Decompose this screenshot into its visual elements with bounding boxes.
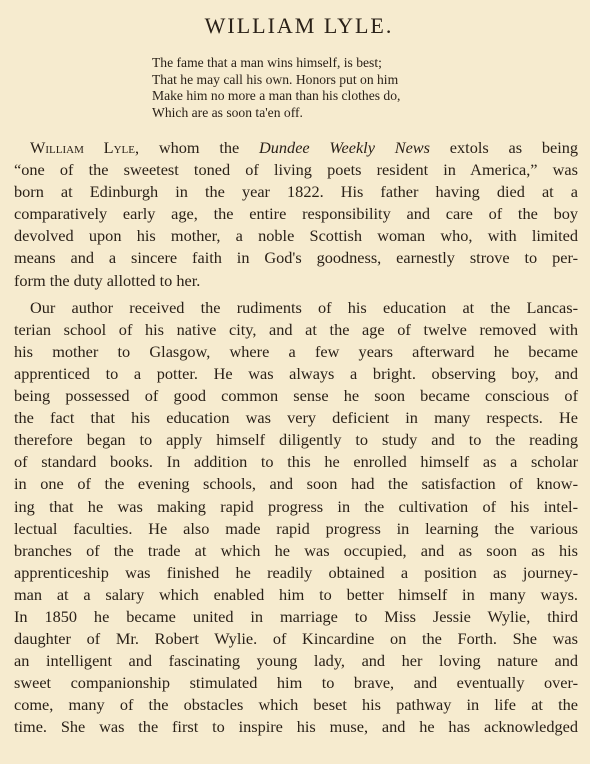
paragraph-2-line: Our author received the rudiments of his education at the Lancas- bbox=[30, 297, 578, 317]
paragraph-2-line: apprenticed to a potter. He was always a bright. observing boy, and bbox=[14, 363, 578, 383]
paragraph-2-line: the fact that his education was very deficient in many respects. He bbox=[14, 408, 578, 428]
paragraph-2-line: terian school of his native city, and at the age of twelve removed with bbox=[14, 319, 578, 339]
body-text bbox=[14, 137, 578, 739]
epigraph-line: Make him no more a man than his clothes do, bbox=[152, 88, 401, 103]
paragraph-2-line: come, many of the obstacles which beset his pathway in life at the bbox=[14, 695, 578, 715]
subject-name: William Lyle, bbox=[30, 138, 140, 157]
newspaper-title: Dundee Weekly News bbox=[259, 138, 431, 157]
paragraph-2-line: of standard books. In addition to this he enrolled himself as a scholar bbox=[14, 452, 578, 472]
paragraph-1-line: devolved upon his mother, a noble Scottish woman who, with limited bbox=[14, 226, 578, 246]
paragraph-1-line bbox=[14, 137, 578, 159]
page-title: WILLIAM LYLE. bbox=[204, 13, 394, 38]
epigraph-line: That he may call his own. Honors put on him bbox=[152, 71, 399, 87]
paragraph-2-line: branches of the trade at which he was occupied, and as soon as his bbox=[14, 540, 578, 560]
text-run: extols as being bbox=[430, 138, 579, 157]
paragraph-2-line: in one of the evening schools, and soon had the satisfaction of know- bbox=[14, 474, 578, 494]
paragraph-2-line: lectual faculties. He also made rapid progress in learning the various bbox=[14, 518, 578, 538]
paragraph-1-line: form the duty allotted to her. bbox=[14, 270, 201, 290]
epigraph bbox=[152, 55, 578, 121]
paragraph-1-line: born at Edinburgh in the year 1822. His father having died at a bbox=[14, 182, 578, 202]
paragraph-1-line: means and a sincere faith in God's goodness, earnestly strove to per- bbox=[14, 248, 578, 268]
paragraph-2-line: being possessed of good common sense he soon became conscious of bbox=[14, 386, 578, 406]
paragraph-2-line: ing that he was making rapid progress in the cultivation of his intel- bbox=[14, 496, 578, 516]
paragraph-2-line: time. She was the first to inspire his muse, and he has acknowledged bbox=[14, 717, 578, 737]
paragraph-2-line: his mother to Glasgow, where a few years afterward he became bbox=[14, 341, 578, 361]
text-run: whom the bbox=[139, 138, 260, 157]
paragraph-2-line: man at a salary which enabled him to better himself in many ways. bbox=[14, 584, 578, 604]
paragraph-2-line: an intelligent and fascinating young lady, and her loving nature and bbox=[14, 651, 578, 671]
paragraph-2-line: therefore began to apply himself diligently to study and to the reading bbox=[14, 430, 578, 450]
paragraph-2-line: sweet companionship stimulated him to brave, and eventually over- bbox=[14, 673, 578, 693]
paragraph-1-line: “one of the sweetest toned of living poets resident in America,” was bbox=[14, 160, 578, 180]
epigraph-line: The fame that a man wins himself, is best; bbox=[152, 55, 382, 70]
paragraph-2-line: apprenticeship was finished he readily obtained a position as journey- bbox=[14, 562, 578, 582]
paragraph-2-line: In 1850 he became united in marriage to Miss Jessie Wylie, third bbox=[14, 606, 578, 626]
paragraph-2-line: daughter of Mr. Robert Wylie. of Kincardine on the Forth. She was bbox=[14, 629, 578, 649]
epigraph-line: Which are as soon ta'en off. bbox=[152, 104, 303, 120]
paragraph-1-line: comparatively early age, the entire responsibility and care of the boy bbox=[14, 204, 578, 224]
